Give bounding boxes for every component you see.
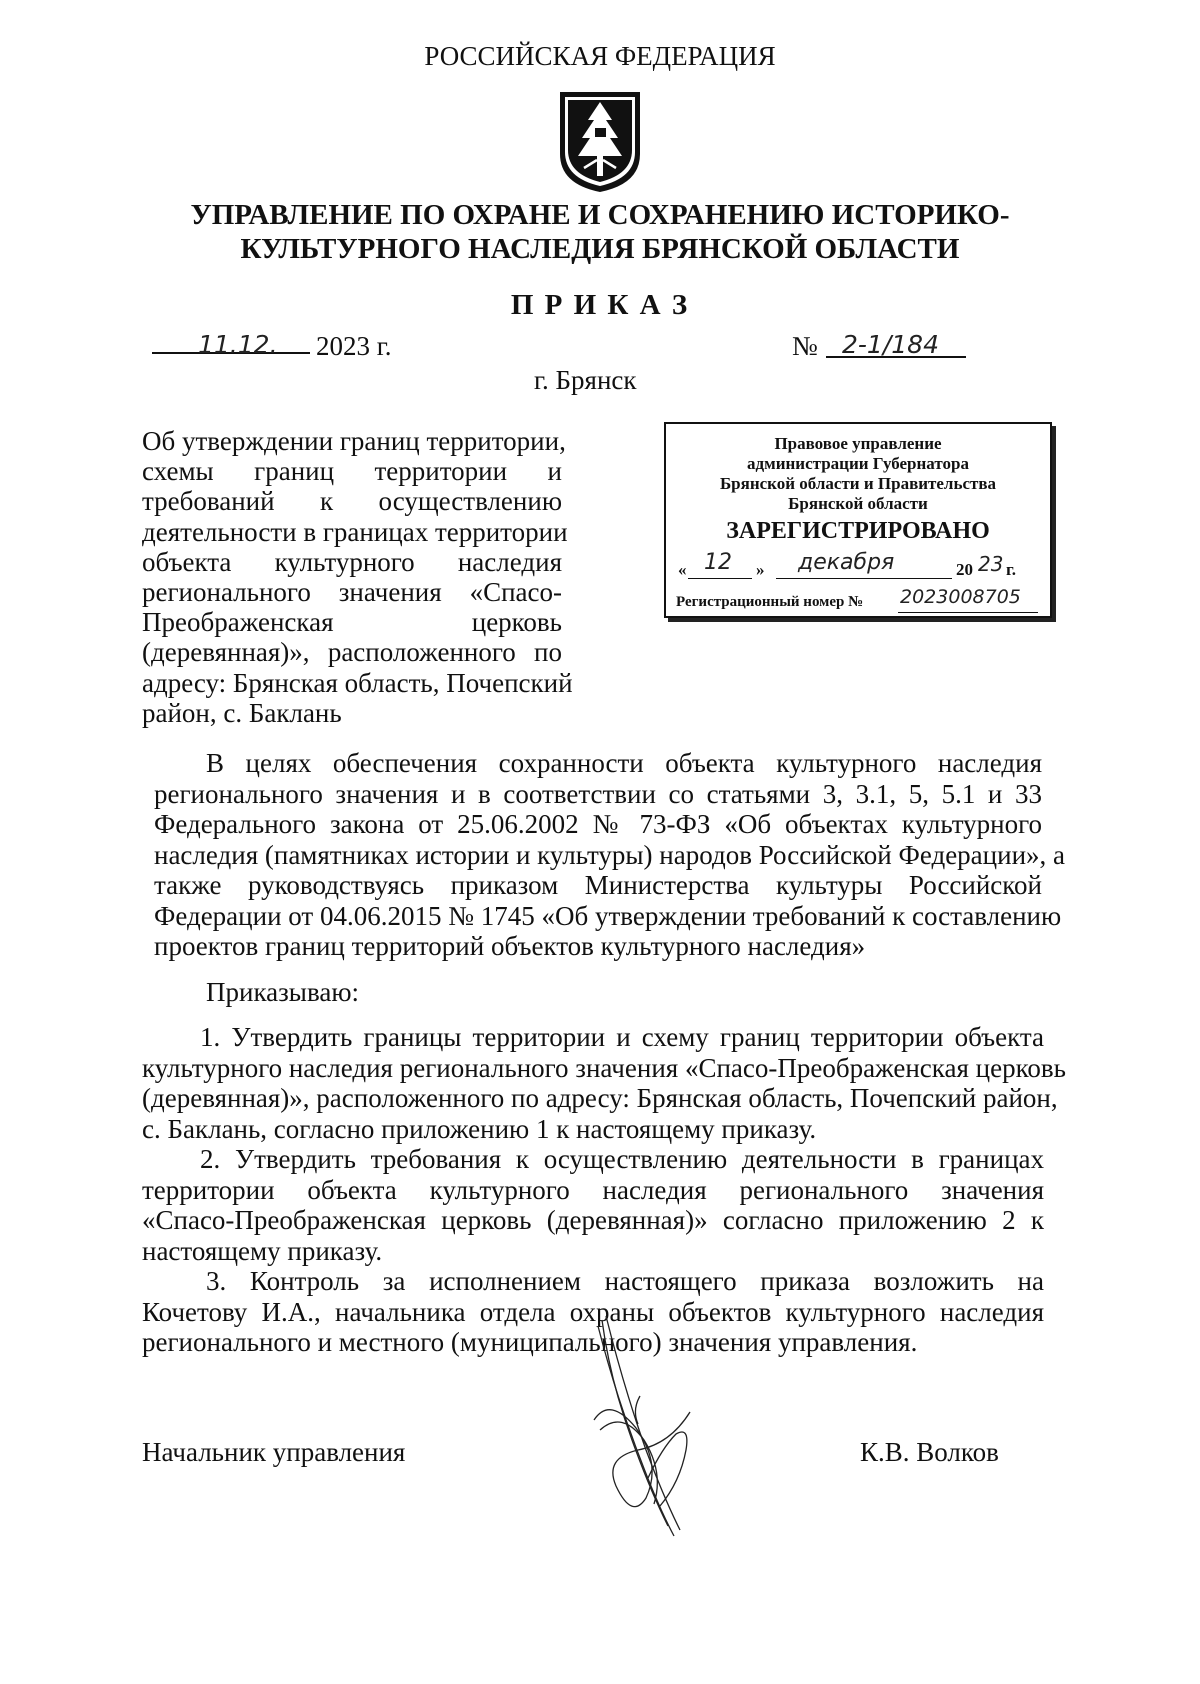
organization-name-line-1: УПРАВЛЕНИЕ ПО ОХРАНЕ И СОХРАНЕНИЮ ИСТОРИКО-	[190, 199, 1010, 231]
preamble-line: регионального значения и в соответствии со статьями 3, 3.1, 5, 5.1 и 33	[154, 778, 1042, 809]
subject-line: требований к осуществлению	[142, 486, 562, 517]
handwritten-signature	[540, 1300, 740, 1550]
stamp-year-handwritten: 23	[978, 552, 1004, 576]
subject-line: схемы границ территории и	[142, 456, 562, 487]
stamp-date-row: « 12 » декабря 20 23 г.	[678, 550, 1017, 579]
stamp-day-handwritten: 12	[704, 550, 732, 575]
item-line: культурного наследия регионального значения «Спасо-Преображенская церковь	[142, 1052, 1066, 1083]
city-name: г. Брянск	[534, 365, 637, 395]
subject-line: Преображенская церковь	[142, 607, 562, 638]
signature-icon	[540, 1300, 740, 1550]
order-date-handwritten: 11.12.	[198, 330, 278, 359]
stamp-reg-label: Регистрационный номер №	[676, 594, 864, 610]
subject-line: (деревянная)», расположенного по	[142, 637, 562, 668]
item-line: «Спасо-Преображенская церковь (деревянная)» согласно приложению 2 к	[142, 1205, 1044, 1235]
coat-of-arms-emblem	[556, 88, 644, 196]
signatory-position: Начальник управления	[142, 1437, 406, 1467]
item-line: (деревянная)», расположенного по адресу: Брянская область, Почепский район,	[142, 1083, 1058, 1113]
list-item	[142, 1022, 1066, 1144]
item-line: 3. Контроль за исполнением настоящего приказа возложить на	[206, 1266, 1044, 1296]
order-number-handwritten: 2-1/184	[842, 330, 939, 359]
document-type-title: П Р И К А З	[510, 289, 690, 321]
item-line: Кочетову И.А., начальника отдела охраны объектов культурного наследия	[142, 1296, 1044, 1327]
item-line: 1. Утвердить границы территории и схему границ территории объекта	[200, 1022, 1044, 1052]
subject-line: регионального значения «Спасо-	[142, 577, 562, 608]
stamp-registered-label: ЗАРЕГИСТРИРОВАНО	[726, 518, 990, 544]
subject-line: адресу: Брянская область, Почепский	[142, 667, 573, 698]
item-line: территории объекта культурного наследия регионального значения	[142, 1174, 1044, 1205]
preamble-line: наследия (памятниках истории и культуры) народов Российской Федерации», а	[154, 839, 1065, 870]
item-line: регионального и местного (муниципального) значения управления.	[142, 1327, 918, 1357]
preamble-paragraph	[154, 748, 1065, 962]
stamp-reg-number-handwritten: 2023008705	[900, 586, 1021, 608]
stamp-line: Брянской области и Правительства	[719, 474, 997, 493]
order-subject	[142, 426, 573, 728]
preamble-line: Федерального закона от 25.06.2002 № 73-ФЗ «Об объектах культурного	[154, 809, 1042, 839]
stamp-line: Брянской области	[788, 494, 928, 513]
preamble-line: также руководствуясь приказом Министерства культуры Российской	[154, 870, 1042, 900]
subject-line: деятельности в границах территории	[142, 516, 568, 547]
order-word: Приказываю:	[206, 977, 359, 1007]
stamp-line: администрации Губернатора	[747, 454, 969, 473]
subject-line: объекта культурного наследия	[142, 546, 562, 577]
stamp-year-prefix: 20	[956, 560, 973, 579]
signatory-name: К.В. Волков	[860, 1437, 999, 1467]
preamble-line: Федерации от 04.06.2015 № 1745 «Об утверждении требований к составлению	[154, 900, 1062, 931]
list-item	[142, 1144, 1044, 1266]
item-line: с. Баклань, согласно приложению 1 к настоящему приказу.	[142, 1113, 817, 1144]
preamble-line: проектов границ территорий объектов культурного наследия»	[154, 931, 866, 961]
registration-stamp	[664, 422, 1052, 618]
subject-line: Об утверждении границ территории,	[142, 426, 566, 456]
order-number-label: №	[792, 331, 818, 361]
item-line: 2. Утвердить требования к осуществлению деятельности в границах	[200, 1144, 1044, 1174]
order-year: 2023 г.	[316, 331, 392, 361]
stamp-year-unit: г.	[1006, 560, 1017, 579]
subject-line: район, с. Баклань	[142, 697, 342, 728]
organization-name-line-2: КУЛЬТУРНОГО НАСЛЕДИЯ БРЯНСКОЙ ОБЛАСТИ	[240, 233, 960, 265]
stamp-line: Правовое управление	[774, 434, 942, 453]
country-name: РОССИЙСКАЯ ФЕДЕРАЦИЯ	[424, 41, 776, 71]
preamble-line: В целях обеспечения сохранности объекта культурного наследия	[206, 748, 1042, 778]
coat-of-arms-icon	[556, 88, 644, 196]
item-line: настоящему приказу.	[142, 1235, 383, 1266]
stamp-reg-row	[666, 586, 1050, 616]
stamp-month-handwritten: декабря	[798, 550, 895, 575]
